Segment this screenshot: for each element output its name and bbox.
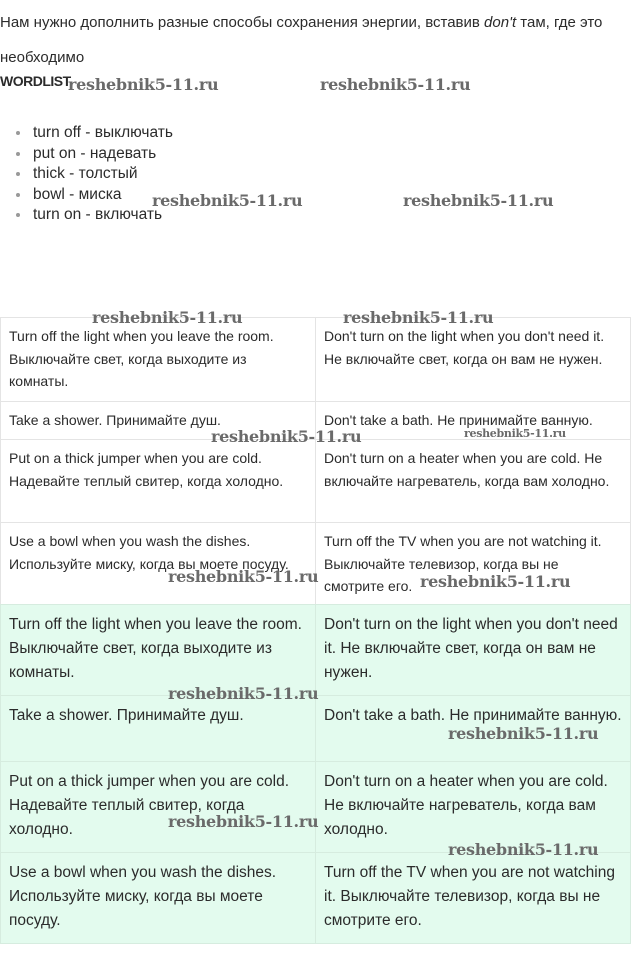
table-cell: Don't turn on a heater when you are cold. Не включайте нагреватель, когда вам холодно.	[316, 440, 631, 523]
table-cell: Don't take a bath. Не принимайте ванную.	[316, 696, 631, 762]
word-entry: turn on - включать	[33, 206, 163, 223]
table-cell: Use a bowl when you wash the dishes. Используйте миску, когда вы моете посуду.	[1, 853, 316, 944]
watermark: reshebnik5-11.ru	[68, 75, 219, 94]
watermark: reshebnik5-11.ru	[403, 191, 554, 210]
table-row	[1, 440, 631, 523]
table-cell: Put on a thick jumper when you are cold. Надевайте теплый свитер, когда холодно.	[1, 440, 316, 523]
instruction-text-end: там, где это необходимо	[0, 14, 603, 66]
word-entry: put on - надевать	[33, 144, 157, 162]
wordlist-heading: WORDLIST	[0, 73, 71, 89]
table-row	[1, 523, 631, 607]
watermark: reshebnik5-11.ru	[168, 567, 319, 586]
watermark: reshebnik5-11.ru	[211, 427, 362, 446]
table-cell: Don't turn on a heater when you are cold. Не включайте нагреватель, когда вам холодно.	[316, 762, 631, 853]
watermark: reshebnik5-11.ru	[320, 75, 471, 94]
table-cell: Turn off the light when you leave the room. Выключайте свет, когда выходите из комнаты.	[1, 318, 316, 402]
table-row	[1, 318, 631, 402]
watermark: reshebnik5-11.ru	[448, 724, 599, 743]
bullet-icon	[16, 213, 20, 217]
table-cell: Don't take a bath. Не принимайте ванную.	[316, 401, 631, 440]
watermark: reshebnik5-11.ru	[464, 427, 566, 440]
wordlist	[0, 112, 173, 236]
table-cell: Don't turn on the light when you don't need it. Не включайте свет, когда он вам не нужен.	[316, 605, 631, 696]
table-cell: Take a shower. Принимайте душ.	[1, 401, 316, 440]
word-entry: bowl - миска	[33, 185, 122, 203]
table-cell: Take a shower. Принимайте душ.	[1, 696, 316, 762]
table-cell: Turn off the TV when you are not watching it. Выключайте телевизор, когда вы не смотрите его.	[316, 523, 631, 607]
table-cell: Turn off the light when you leave the room. Выключайте свет, когда выходите из комнаты.	[1, 605, 316, 696]
table-row	[1, 853, 631, 944]
exercise-table	[0, 317, 631, 607]
table-row	[1, 401, 631, 440]
word-entry: thick - толстый	[33, 165, 138, 182]
watermark: reshebnik5-11.ru	[448, 840, 599, 859]
watermark: reshebnik5-11.ru	[420, 572, 571, 591]
watermark: reshebnik5-11.ru	[168, 812, 319, 831]
list-item	[0, 194, 173, 236]
watermark: reshebnik5-11.ru	[92, 308, 243, 327]
word-entry: turn off - выключать	[33, 124, 173, 141]
table-cell: Turn off the TV when you are not watching it. Выключайте телевизор, когда вы не смотрите его.	[316, 853, 631, 944]
table-cell: Use a bowl when you wash the dishes. Используйте миску, когда вы моете посуду.	[1, 523, 316, 607]
table-row	[1, 605, 631, 696]
table-row	[1, 696, 631, 762]
watermark: reshebnik5-11.ru	[343, 308, 494, 327]
watermark: reshebnik5-11.ru	[152, 191, 303, 210]
table-row	[1, 762, 631, 853]
table-cell: Put on a thick jumper when you are cold. Надевайте теплый свитер, когда холодно.	[1, 762, 316, 853]
watermark: reshebnik5-11.ru	[168, 684, 319, 703]
instruction-text: Нам нужно дополнить разные способы сохранения энергии, вставив	[0, 14, 485, 31]
table-cell: Don't turn on the light when you don't need it. Не включайте свет, когда он вам не нужен.	[316, 318, 631, 402]
task-instruction	[0, 5, 632, 75]
answer-table	[0, 604, 631, 944]
instruction-emphasis: don't	[484, 14, 517, 31]
